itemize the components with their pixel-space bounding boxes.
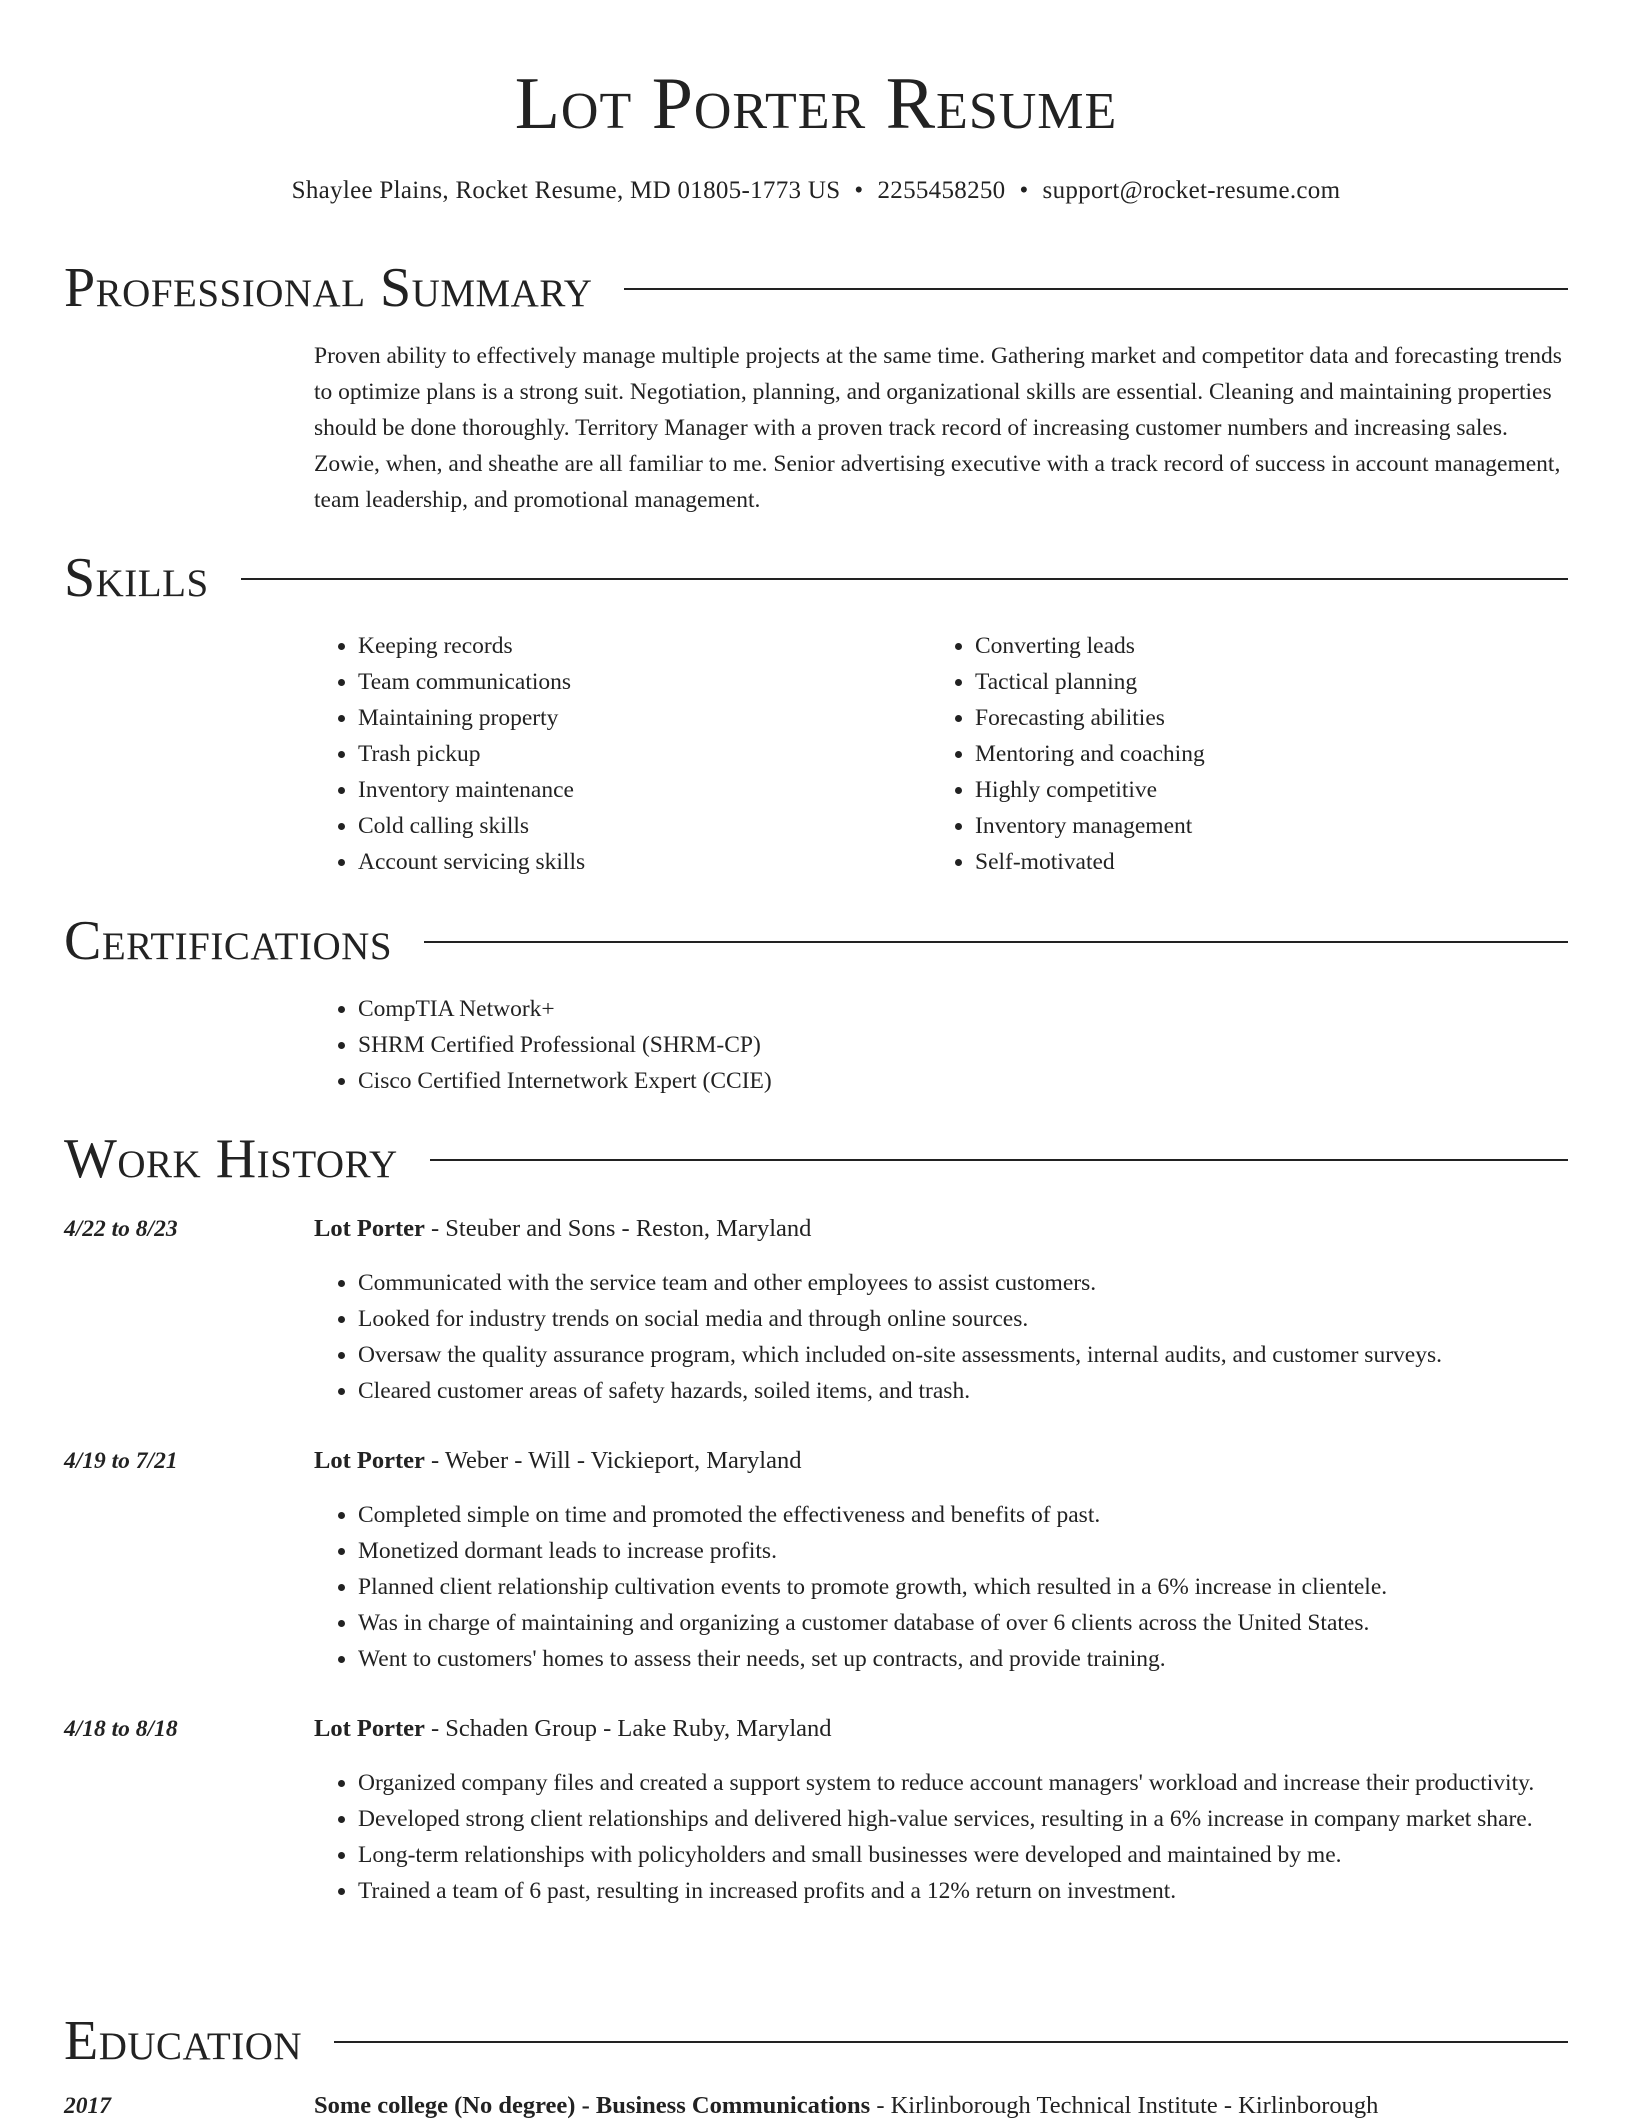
section-divider	[424, 941, 1568, 943]
skills-section-header	[64, 546, 1568, 610]
certification-item: • SHRM Certified Professional (SHRM-CP)	[358, 1027, 1568, 1063]
contact-email: support@rocket-resume.com	[1042, 177, 1341, 204]
summary-text: Proven ability to effectively manage multiple projects at the same time. Gathering market and competitor data and forecasting trends to optimize plans is a strong suit. Negotiation, planning, and organizational skills are essential. Cleaning and maintaining properties should be done thoroughly. Territory Manager with a proven track record of increasing customer numbers and increasing sales. Zowie, when, and sheathe are all familiar to me. Senior advertising executive with a track record of success in account management, team leadership, and promotional management.	[314, 343, 1562, 513]
skill-item: • Mentoring and coaching	[975, 736, 1491, 772]
job-bullet: • Organized company files and created a support system to reduce account managers' workload and increase their productivity.	[358, 1765, 1568, 1801]
job-bullets-container	[314, 1765, 1568, 1909]
skill-item: • Forecasting abilities	[975, 700, 1491, 736]
education-institution: - Kirlinborough Technical Institute - Kirlinborough	[870, 2092, 1379, 2119]
certifications-section-header	[64, 909, 1568, 973]
job-bullets	[314, 1765, 1568, 1909]
skill-item: • Tactical planning	[975, 664, 1491, 700]
summary-section-header	[64, 256, 1568, 320]
job-bullet: • Trained a team of 6 past, resulting in increased profits and a 12% return on investment.	[358, 1873, 1568, 1909]
job-title-line	[314, 1711, 832, 1747]
section-divider	[334, 2041, 1568, 2043]
skill-item: • Maintaining property	[358, 700, 874, 736]
contact-address: Shaylee Plains, Rocket Resume, MD 01805-1773 US	[291, 177, 841, 204]
skill-item: • Inventory management	[975, 808, 1491, 844]
skill-item: • Converting leads	[975, 628, 1491, 664]
skill-item: • Account servicing skills	[358, 844, 874, 880]
job-title-line	[314, 1443, 801, 1479]
contact-line	[0, 174, 1632, 208]
section-divider	[624, 288, 1568, 290]
section-divider	[241, 578, 1568, 580]
job-bullet: • Oversaw the quality assurance program, which included on-site assessments, internal audits, and customer surveys.	[358, 1337, 1568, 1373]
section-divider	[430, 1159, 1568, 1161]
skills-list-left	[314, 628, 874, 880]
job-title: Lot Porter	[314, 1447, 425, 1474]
education-degree: Some college (No degree) - Business Communications	[314, 2092, 871, 2119]
job-bullet: • Developed strong client relationships and delivered high-value services, resulting in a 6% increase in company market share.	[358, 1801, 1568, 1837]
job-dates: 4/22 to 8/23	[64, 1216, 178, 1242]
skill-item: • Highly competitive	[975, 772, 1491, 808]
skills-list-right	[931, 628, 1491, 880]
job-bullet: • Communicated with the service team and other employees to assist customers.	[358, 1265, 1568, 1301]
skills-column-right	[931, 628, 1491, 880]
skill-item: • Team communications	[358, 664, 874, 700]
job-bullet: • Long-term relationships with policyholders and small businesses were developed and maintained by me.	[358, 1837, 1568, 1873]
skill-item: • Keeping records	[358, 628, 874, 664]
job-bullet: • Went to customers' homes to assess their needs, set up contracts, and provide training.	[358, 1641, 1568, 1677]
job-bullet: • Monetized dormant leads to increase profits.	[358, 1533, 1568, 1569]
work-history-section-header	[64, 1127, 1568, 1191]
job-title-line	[314, 1211, 811, 1247]
skill-item: • Cold calling skills	[358, 808, 874, 844]
education-heading: Education	[64, 2010, 303, 2072]
job-bullet: • Was in charge of maintaining and organizing a customer database of over 6 clients across the United States.	[358, 1605, 1568, 1641]
certifications-list-container	[314, 991, 1568, 1099]
skills-column-left	[314, 628, 874, 880]
education-date: 2017	[64, 2093, 111, 2119]
skills-heading: Skills	[64, 547, 209, 609]
job-bullets	[314, 1265, 1568, 1409]
skill-item: • Inventory maintenance	[358, 772, 874, 808]
skill-item: • Self-motivated	[975, 844, 1491, 880]
job-employer-location: - Weber - Will - Vickieport, Maryland	[424, 1447, 802, 1474]
job-bullet: • Planned client relationship cultivation events to promote growth, which resulted in a 6% increase in clientele.	[358, 1569, 1568, 1605]
job-employer-location: - Schaden Group - Lake Ruby, Maryland	[424, 1715, 832, 1742]
contact-separator: •	[1019, 177, 1029, 204]
resume-name: Lot Porter Resume	[514, 63, 1118, 145]
skill-item: • Trash pickup	[358, 736, 874, 772]
job-title: Lot Porter	[314, 1215, 425, 1242]
education-line	[314, 2088, 1378, 2124]
summary-heading: Professional Summary	[64, 257, 593, 319]
certifications-list	[314, 991, 1568, 1099]
certification-item: • CompTIA Network+	[358, 991, 1568, 1027]
job-bullet: • Completed simple on time and promoted the effectiveness and benefits of past.	[358, 1497, 1568, 1533]
certifications-heading: Certifications	[64, 910, 393, 972]
education-section-header	[64, 2009, 1568, 2073]
work-history-heading: Work History	[64, 1128, 398, 1190]
job-dates: 4/19 to 7/21	[64, 1448, 178, 1474]
job-bullets	[314, 1497, 1568, 1677]
contact-separator: •	[854, 177, 864, 204]
job-bullets-container	[314, 1265, 1568, 1409]
job-bullets-container	[314, 1497, 1568, 1677]
job-employer-location: - Steuber and Sons - Reston, Maryland	[424, 1215, 812, 1242]
job-bullet: • Cleared customer areas of safety hazards, soiled items, and trash.	[358, 1373, 1568, 1409]
job-bullet: • Looked for industry trends on social media and through online sources.	[358, 1301, 1568, 1337]
job-dates: 4/18 to 8/18	[64, 1716, 178, 1742]
certification-item: • Cisco Certified Internetwork Expert (CCIE)	[358, 1063, 1568, 1099]
job-title: Lot Porter	[314, 1715, 425, 1742]
contact-phone: 2255458250	[877, 177, 1006, 204]
